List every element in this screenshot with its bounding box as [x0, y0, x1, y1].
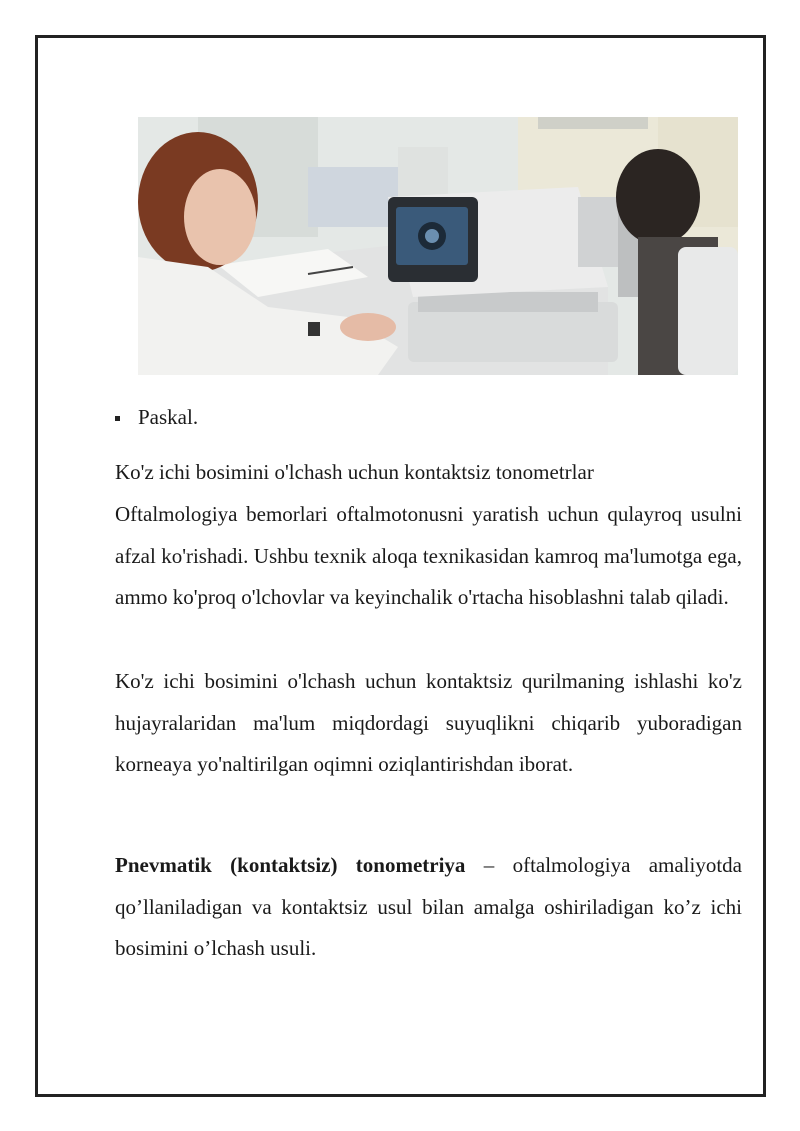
section-heading: Ko'z ichi bosimini o'lchash uchun kontaktsiz tonometrlar — [115, 460, 594, 484]
bullet-text: Paskal. — [138, 405, 199, 429]
definition-term: Pnevmatik (kontaktsiz) tonometriya — [115, 853, 466, 877]
definition-text: oftalmologiya amaliyotda qo’llaniladigan va kontaktsiz usul bilan amalga oshiriladigan ko’z ichi bosimini o’lchash usuli. — [115, 853, 743, 961]
bullet-marker — [115, 416, 120, 421]
tonometry-photo — [138, 117, 738, 375]
paragraph-1: Oftalmologiya bemorlari oftalmotonusni yaratish uchun qulayroq usulni afzal ko'rishadi. Ushbu texnik aloqa texnikasidan kamroq ma'lumotga ega, ammo ko'proq o'lchovlar va keyinchalik o'rtacha hisoblashni talab qiladi. — [115, 502, 742, 610]
paragraph-2: Ko'z ichi bosimini o'lchash uchun kontaktsiz qurilmaning ishlashi ko'z hujayralaridan ma'lum miqdordagi suyuqlikni chiqarib yuboradigan korneaya yo'naltirilgan oqimni oziqlantirishdan iborat. — [115, 669, 742, 777]
definition-paragraph — [115, 845, 742, 970]
definition-separator: – — [465, 853, 513, 877]
bullet-item — [115, 402, 198, 432]
